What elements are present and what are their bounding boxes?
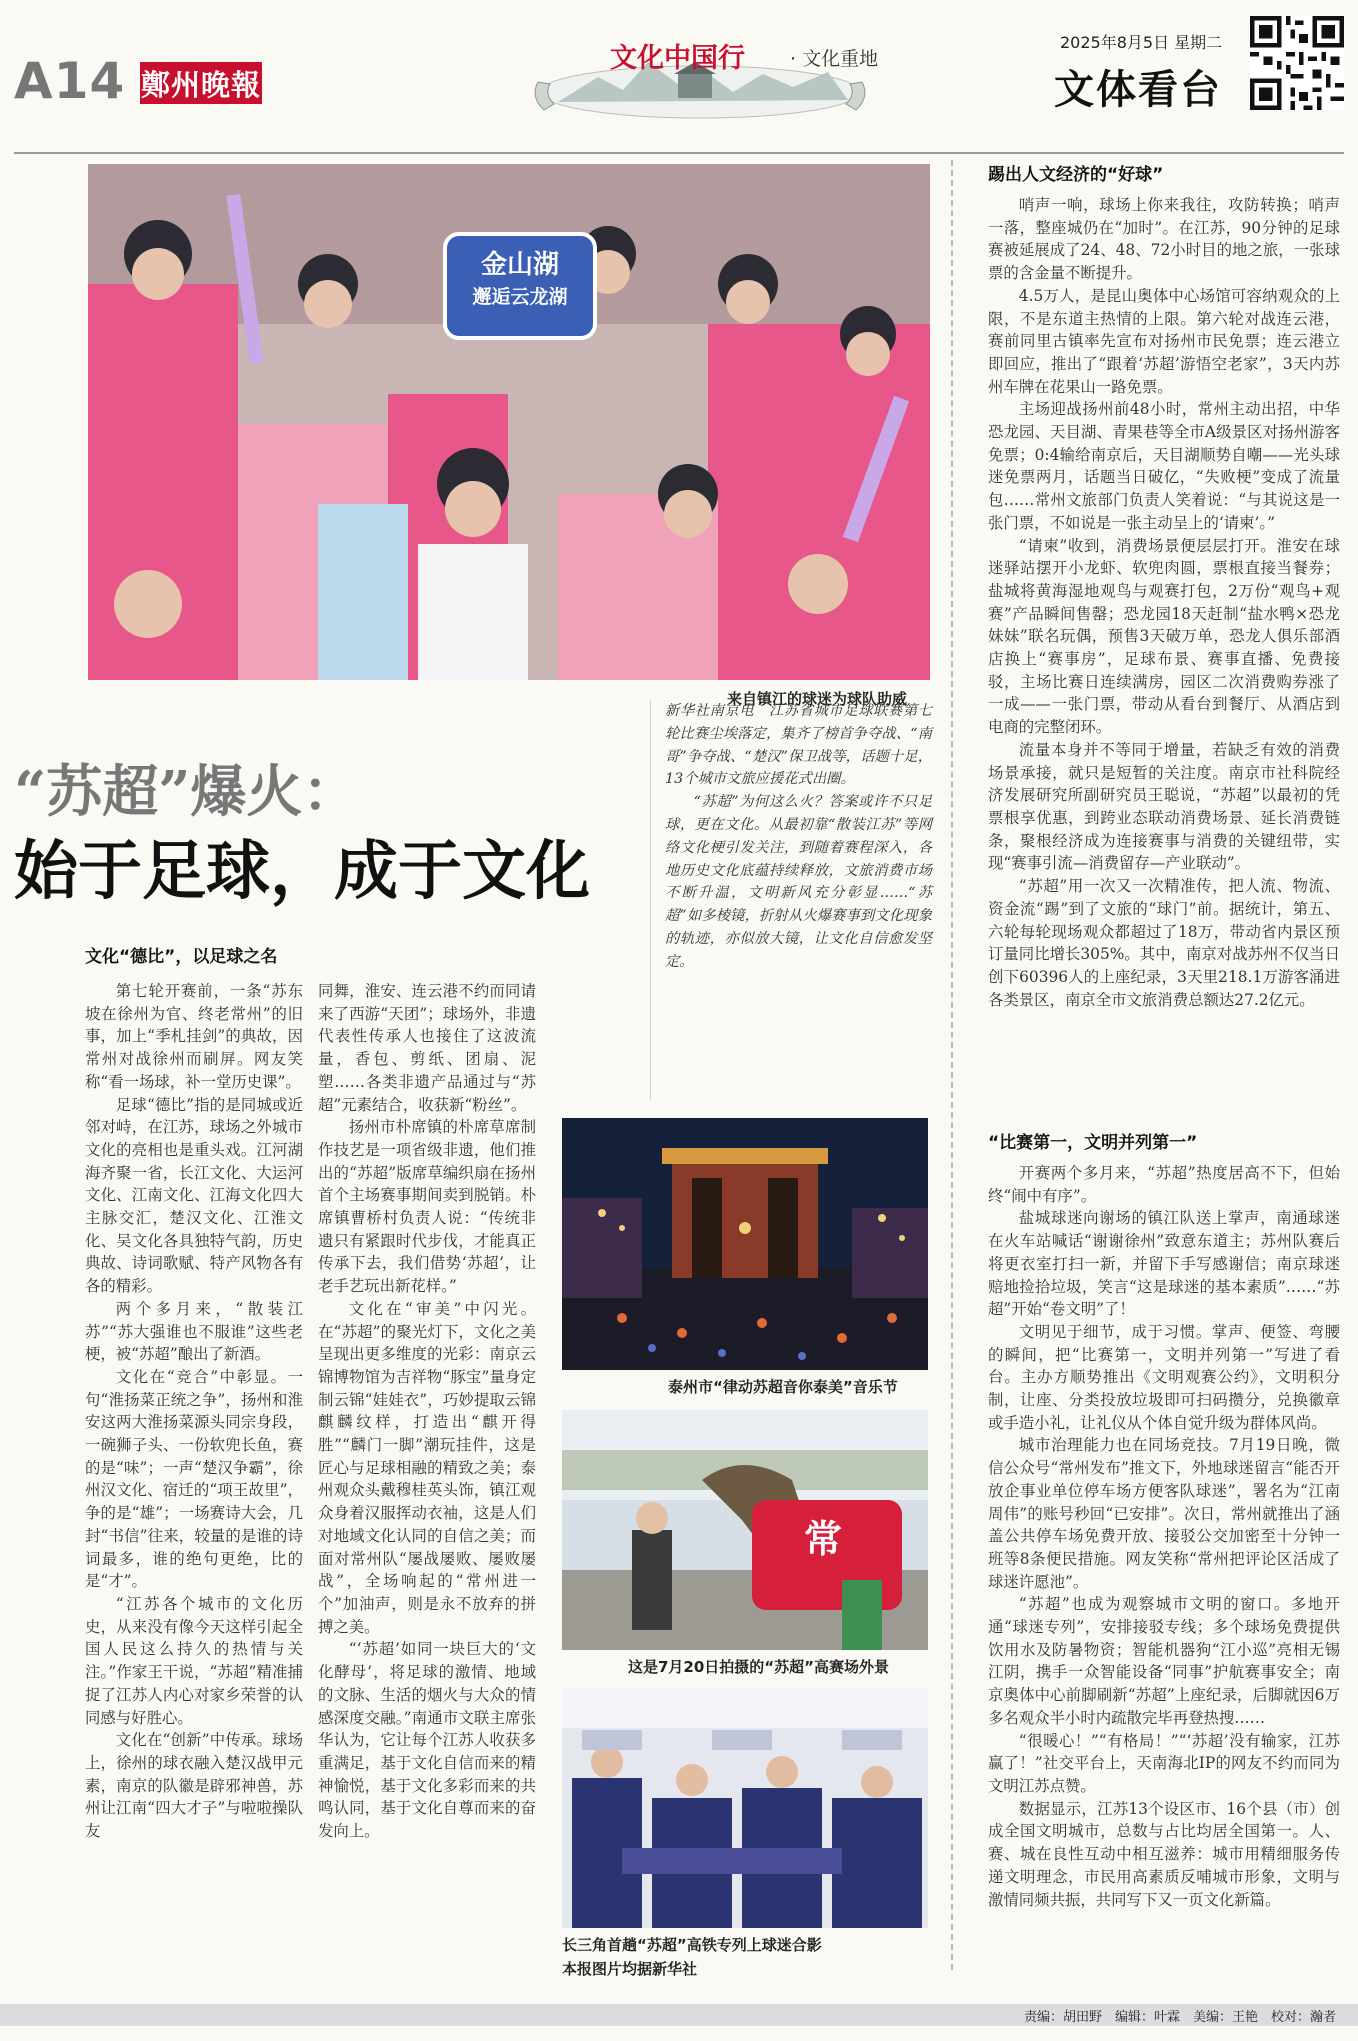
body-para: 开赛两个多月来，“苏超”热度居高不下，但始终“闹中有序”。: [988, 1164, 1340, 1205]
col3-subhead-1: 踢出人文经济的“好球”: [988, 165, 1164, 185]
body-para: “很暖心！”“有格局！”“‘苏超’没有输家，江苏赢了！”社交平台上，天南海北IP的网友不约而同为文明江苏点赞。: [988, 1731, 1340, 1795]
col3-body-1: [988, 194, 1340, 1011]
body-para: 两个多月来，“散装江苏”“苏大强谁也不服谁”这些老梗，被“苏超”酿出了新酒。: [85, 1299, 303, 1364]
body-para: 足球“德比”指的是同城或近邻对峙，在江苏，球场之外城市文化的亮相也是重头戏。江河湖海齐聚一省，长江文化、大运河文化、江南文化、江海文化四大主脉交汇，楚汉文化、江淮文化、吴文化各具独特气韵，历史典故、诗词歌赋、特产风物各有各的精彩。: [85, 1095, 303, 1296]
stadium-photo: [562, 1410, 928, 1650]
body-para: “请柬”收到，消费场景便层层打开。淮安在球迷驿站摆开小龙虾、软兜肉圆，票根直接当餐券；盐城将黄海湿地观鸟与观赛打包，2万份“观鸟+观赛”产品瞬间售罄；恐龙园18天赶制“盐水鸭×恐龙妹妹”联名玩偶，预售3天破万单，恐龙人俱乐部酒店换上“赛事房”，足球布景、赛事直播、免费接驳，主场比赛日连续满房，园区二次消费购券涨了一成——一张门票，带动从看台到餐厅、从酒店到电商的完整闭环。: [988, 536, 1340, 737]
train-image: [562, 1688, 928, 1928]
body-para: “苏超”用一次又一次精准传，把人流、物流、资金流“踢”到了文旅的“球门”前。据统计，第五、六轮每轮现场观众都超过了18万，带动省内景区预订量同比增长305%。其中，南京对战苏州不仅当日创下60396人的上座纪录，3天里218.1万游客涌进各类景区，南京全市文旅消费总额达27.2亿元。: [988, 877, 1340, 1009]
body-para: 4.5万人，是昆山奥体中心场馆可容纳观众的上限，不是东道主热情的上限。第六轮对战连云港，赛前同里古镇率先宣布对扬州市民免票；连云港立即回应，推出了“跟着‘苏超’游悟空老家”，3天内苏州车牌在花果山一路免票。: [988, 286, 1340, 396]
col1-subhead: 文化“德比”，以足球之名: [85, 947, 278, 967]
header-rule: [14, 152, 1344, 154]
body-para: “江苏各个城市的文化历史，从来没有像今天这样引起全国人民这么持久的热情与关注。”作家王干说，“苏超”精准捕捉了江苏人内心对家乡荣誉的认同感与好胜心。: [85, 1594, 303, 1727]
stadium-caption: 这是7月20日拍摄的“苏超”高赛场外景: [628, 1658, 890, 1676]
fan-sign-line1: 金山湖: [480, 250, 559, 280]
page-number: A14: [14, 52, 126, 110]
lead-para: “苏超”为何这么火？答案或许不只足球，更在文化。从最初靠“散装江苏”等网络文化梗引发关注，到随着赛程深入，各地历史文化底蕴持续释放，文旅消费市场不断升温，文明新风充分彰显……“苏超”如多棱镜，折射从火爆赛事到文化现象的轨迹，亦似放大镜，让文化自信愈发坚定。: [665, 794, 932, 970]
train-photo: [562, 1688, 928, 1928]
fans-photo-image: [88, 164, 930, 680]
photo-credit: 本报图片均据新华社: [562, 1960, 698, 1978]
headline-line1: “苏超”爆火：: [14, 759, 359, 825]
body-para: 第七轮开赛前，一条“苏东坡在徐州为官、终老常州”的旧事，加上“季札挂剑”的典故，因常州对战徐州而刷屏。网友笑称“看一场球，补一堂历史课”。: [85, 982, 303, 1091]
fans-photo: [88, 164, 930, 680]
body-para: 数据显示，江苏13个设区市、16个县（市）创成全国文明城市，总数与占比均居全国第一。人、赛、城在良性互动中相互滋养：城市用精细服务传递文明理念，市民用高素质反哺城市形象，文明与激情同频共振，共同写下又一页文化新篇。: [988, 1799, 1340, 1909]
newspaper-logo: 鄭州晚報: [140, 62, 262, 104]
fan-sign-line2: 邂逅云龙湖: [472, 286, 568, 308]
body-para: 主场迎战扬州前48小时，常州主动出招，中华恐龙园、天目湖、青果巷等全市A级景区对扬州游客免票；0:4输给南京后，天目湖顺势自嘲——光头球迷免票两月，话题当日破亿，“失败梗”变成了流量包……常州文旅部门负责人笑着说：“与其说这是一张门票，不如说是一张主动呈上的‘请柬’。”: [988, 400, 1340, 532]
banner-title: 文化中国行: [610, 43, 745, 74]
col1-body: [85, 980, 303, 1843]
qr-code-icon: [1250, 16, 1344, 110]
column-divider: [951, 160, 953, 1970]
issue-date: 2025年8月5日 星期二: [1060, 33, 1223, 52]
banner-subtitle: · 文化重地: [790, 48, 879, 70]
lead-para: 新华社南京电 江苏省城市足球联赛第七轮比赛尘埃落定，集齐了榜首争夺战、“南哥”争夺战、“楚汉”保卫战等，话题十足，13个城市文旅应援花式出圈。: [665, 703, 932, 788]
body-para: 文化在“竞合”中彰显。一句“淮扬菜正统之争”，扬州和淮安这两大淮扬菜源头同宗身段，一碗狮子头、一份软兜长鱼，赛的是“味”；一声“楚汉争霸”，徐州汉文化、宿迁的“项王故里”，争的是“雄”；一场赛诗大会，几封“书信”往来，较量的是谁的诗词最多，谁的绝句更绝，比的是“才”。: [85, 1367, 303, 1591]
body-para: 城市治理能力也在同场竞技。7月19日晚，微信公众号“常州发布”推文下，外地球迷留言“能否开放企事业单位停车场方便客队球迷”，署名为“江南周伟”的账号秒回“已安排”。次日，常州就推出了涵盖公共停车场免费开放、接驳公交加密至十分钟一班等8条便民措施。网友笑称“常州把评论区活成了球迷许愿池”。: [988, 1436, 1340, 1591]
music-festival-image: [562, 1118, 928, 1370]
body-para: 扬州市朴席镇的朴席草席制作技艺是一项省级非遗，他们推出的“苏超”版席草编织扇在扬州首个主场赛事期间卖到脱销。朴席镇曹桥村负责人说：“传统非遗只有紧跟时代步伐，才能真正传承下去，我们借势‘苏超’，让老手艺玩出新花样。”: [318, 1118, 536, 1296]
body-para: 流量本身并不等同于增量，若缺乏有效的消费场景承接，就只是短暂的关注度。南京市社科院经济发展研究所副研究员王聪说，“苏超”以最初的凭票根享优惠，到跨业态联动消费场景、延长消费链条，聚根经济成为连接赛事与消费的关键纽带，实现“赛事引流—消费留存—产业联动”。: [988, 740, 1340, 873]
col2-body: [318, 980, 536, 1843]
body-para: “‘苏超’如同一块巨大的‘文化酵母’，将足球的激情、地域的文脉、生活的烟火与大众的情感深度交融。”南通市文联主席张华认为，它让每个江苏人收获多重满足，基于文化自信而来的精神愉悦，基于文化多彩而来的共鸣认同，基于文化自尊而来的奋发向上。: [318, 1640, 536, 1841]
col3-body-2: [988, 1162, 1340, 1911]
body-para: 文明见于细节，成于习惯。掌声、便签、弯腰的瞬间，把“比赛第一，文明并列第一”写进了看台。主办方顺势推出《文明观赛公约》，文明积分制，让座、分类投放垃圾即可扫码攒分，兑换徽章或手造小礼，让礼仪从个体自觉升级为群体风尚。: [988, 1322, 1340, 1432]
body-para: 文化在“审美”中闪光。在“苏超”的聚光灯下，文化之美呈现出更多维度的光彩：南京云锦博物馆为吉祥物“豚宝”量身定制云锦“娃娃衣”，巧妙提取云锦麒麟纹样，打造出“麒开得胜”“麟门一脚”潮玩挂件，这是匠心与足球相融的精致之美；泰州观众头戴穆桂英头饰，镇江观众身着汉服挥动衣袖，这是人们对地域文化认同的自信之美；而面对常州队“屡战屡败、屡败屡战”，全场响起的“常州进一个”加油声，则是永不放弃的拼搏之美。: [318, 1299, 536, 1636]
lead-paragraph: [650, 700, 932, 1100]
music-festival-photo: [562, 1118, 928, 1370]
body-para: “苏超”也成为观察城市文明的窗口。多地开通“球迷专列”，安排接驳专线；多个球场免费提供饮用水及防暑物资；智能机器狗“江小巡”亮相无锡江阴，携手一众智能设备“同事”护航赛事安全；南京奥体中心前脚刷新“苏超”上座纪录，后脚就因6万多名观众半小时内疏散完毕再登热搜……: [988, 1595, 1340, 1727]
body-para: 盐城球迷向谢场的镇江队送上掌声，南通球迷在火车站喊话“谢谢徐州”致意东道主；苏州队赛后将更衣室打扫一新，并留下手写感谢信；南京球迷赔地捡拾垃圾，笑言“这是球迷的基本素质”……“苏超”开始“卷文明”了！: [988, 1209, 1340, 1319]
mascot-shirt-text: 常: [804, 1517, 843, 1561]
fans-photo-caption: 来自镇江的球迷为球队助威: [727, 690, 908, 708]
section-title: 文体看台: [1054, 67, 1222, 113]
train-caption: 长三角首趟“苏超”高铁专列上球迷合影: [562, 1936, 822, 1954]
body-para: 哨声一响，球场上你来我往，攻防转换；哨声一落，整座城仍在“加时”。在江苏，90分钟的足球赛被延展成了24、48、72小时目的地之旅，一张球票的含金量不断提升。: [988, 196, 1340, 283]
headline-line2: 始于足球，成于文化: [14, 834, 590, 909]
stadium-image: [562, 1410, 928, 1650]
col3-subhead-2: “比赛第一，文明并列第一”: [988, 1133, 1198, 1153]
music-festival-caption: 泰州市“律动苏超音你泰美”音乐节: [668, 1378, 898, 1396]
editor-credits: 责编：胡田野 编辑：叶霖 美编：王艳 校对：瀚者: [1023, 2010, 1336, 2025]
body-para: 同舞，淮安、连云港不约而同请来了西游“天团”；球场外，非遗代表性传承人也接住了这波流量，香包、剪纸、团扇、泥塑……各类非遗产品通过与“苏超”元素结合，收获新“粉丝”。: [318, 982, 536, 1114]
body-para: 文化在“创新”中传承。球场上，徐州的球衣融入楚汉战甲元素，南京的队徽是辟邪神兽，苏州让江南“四大才子”与啦啦操队友: [85, 1731, 303, 1841]
